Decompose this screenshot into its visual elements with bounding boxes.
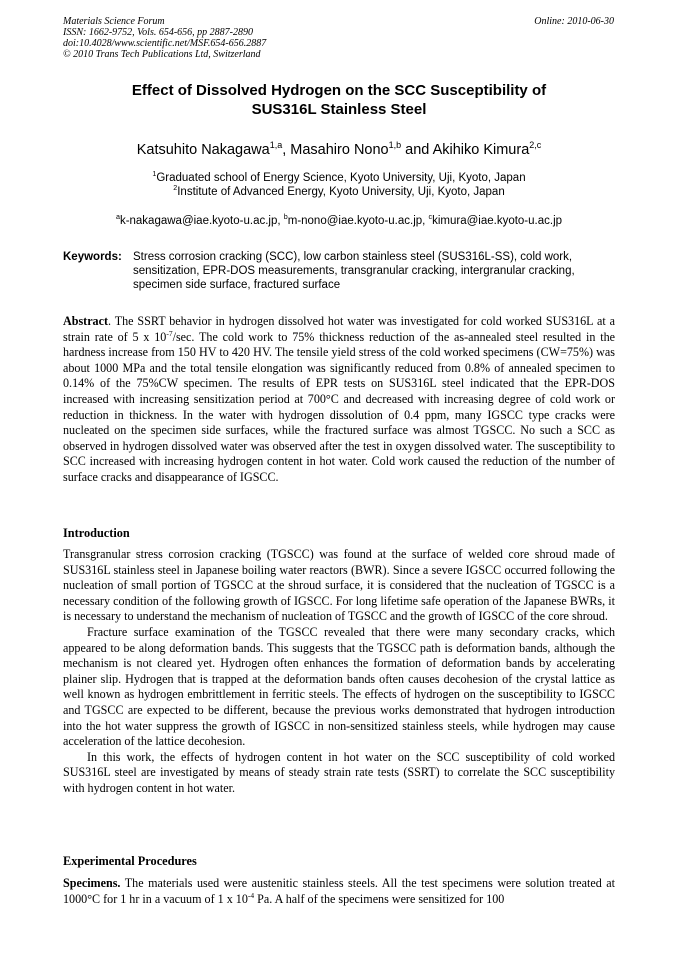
email-a: k-nakagawa@iae.kyoto-u.ac.jp,	[119, 215, 284, 227]
abstract-paragraph	[63, 314, 615, 486]
author-2-affil-mark: 1,b	[388, 140, 402, 151]
abstract	[63, 314, 615, 486]
title-line-1: Effect of Dissolved Hydrogen on the SCC Susceptibility of	[131, 82, 547, 99]
affiliation-2	[63, 185, 615, 199]
journal-name: Materials Science Forum	[63, 16, 165, 27]
email-c-mark: c	[428, 213, 433, 222]
keywords-section	[63, 250, 615, 292]
abstract-text-1: . The SSRT behavior in hydrogen dissolved hot water was investigated for cold worked SUS316L at a strain rate of 5 x 10	[63, 314, 615, 344]
issn-line: ISSN: 1662-9752, Vols. 654-656, pp 2887-2890	[63, 27, 253, 38]
paper-title	[63, 81, 615, 119]
affiliation-2-text: Institute of Advanced Energy, Kyoto University, Uji, Kyoto, Japan	[177, 186, 505, 198]
author-2: Masahiro Nono	[290, 142, 389, 158]
affiliation-1	[63, 171, 615, 185]
affiliation-2-mark: 2	[173, 184, 178, 193]
specimens-label: Specimens.	[63, 876, 121, 890]
doi-line: doi:10.4028/www.scientific.net/MSF.654-656.2887	[63, 38, 267, 49]
specimens-exponent: -4	[247, 890, 255, 900]
title-line-2: SUS316L Stainless Steel	[251, 101, 427, 118]
specimens-text-2: Pa. A half of the specimens were sensitized for 100	[254, 891, 505, 906]
specimens-paragraph	[63, 876, 615, 907]
author-3-affil-mark: 2,c	[529, 140, 542, 151]
email-b-mark: b	[283, 213, 288, 222]
author-1: Katsuhito Nakagawa	[136, 142, 270, 158]
copyright-line: © 2010 Trans Tech Publications Ltd, Switzerland	[63, 49, 261, 60]
abstract-label: Abstract	[63, 314, 109, 328]
affiliations	[63, 171, 615, 199]
keywords-text: Stress corrosion cracking (SCC), low carbon stainless steel (SUS316L-SS), cold work, sensitization, EPR-DOS measurements, transgranular cracking, intergranular cracking, specimen side surface, fractured surface	[133, 251, 575, 291]
experimental-body	[63, 876, 615, 907]
introduction-paragraph-1: Transgranular stress corrosion cracking (TGSCC) was found at the surface of welded core shroud made of SUS316L stainless steel in Japanese boiling water reactors (BWR). Since a severe IGSCC occurred following the nucleation of small portion of TGSCC at the shroud surface, it is considered that the nucleation of TGSCC is a necessary condition of the following growth of IGSCC. For long lifetime safe operation of the Japanese BWRs, it is necessary to understand the mechanism of nucleation of TGSCC and the growth of IGSCC of the core shroud.	[63, 547, 615, 624]
online-date: Online: 2010-06-30	[534, 16, 614, 27]
author-emails	[63, 215, 615, 227]
email-a-mark: a	[115, 213, 120, 222]
specimens-text-1: The materials used were austenitic stainless steels. All the test specimens were solution treated at 1000°C for 1 hr in a vacuum of 1 x 10	[63, 876, 615, 906]
author-separator: and	[401, 142, 433, 158]
introduction-heading: Introduction	[63, 526, 130, 540]
keywords-label: Keywords:	[63, 251, 122, 263]
introduction-body	[63, 547, 615, 797]
abstract-exponent: -7	[166, 328, 173, 338]
author-separator: ,	[282, 142, 291, 158]
introduction-paragraph-2: Fracture surface examination of the TGSCC revealed that there were many secondary cracks, which appeared to be along deformation bands. This suggests that the TGSCC path is deformation bands, although the mechanism is not cleared yet. Hydrogen often enhances the formation of deformation bands by accelerating plainer slip. Hydrogen that is trapped at the deformation bands often causes decohesion of the crystal lattice as well known as hydrogen embrittlement in ferritic steels. The effects of hydrogen on the susceptibility to IGSCC and TGSCC are expected to be different, because the previous works demonstrated that hydrogen introduction into the hot water suppress the growth of IGSCC in non-sensitized stainless steels, while hydrogen may cause acceleration of the lattice decohesion.	[63, 624, 615, 749]
introduction-paragraph-3: In this work, the effects of hydrogen content in hot water on the SCC susceptibility of cold worked SUS316L steel are investigated by means of steady strain rate tests (SSRT) to correlate the SCC susceptibility with hydrogen content in hot water.	[63, 749, 615, 795]
author-1-affil-mark: 1,a	[269, 140, 283, 151]
email-b: m-nono@iae.kyoto-u.ac.jp,	[287, 215, 429, 227]
experimental-heading: Experimental Procedures	[63, 854, 197, 868]
email-c: kimura@iae.kyoto-u.ac.jp	[432, 215, 563, 227]
abstract-text-2: /sec. The cold work to 75% thickness reduction of the as-annealed steel resulted in the hardness increase from 150 HV to 420 HV. The tensile yield stress of the cold worked specimens (CW=75%) was about 1000 MPa and the total tensile elongation was significantly reduced from 0.8% of annealed specimen to 0.14% of the 75%CW specimen. The results of EPR tests on SUS316L steel indicated that the EPR-DOS increased with increasing sensitization period at 700°C and decreased with increasing degree of cold work or reduction in thickness. In the water with hydrogen dissolution of 0.4 ppm, many IGSCC type cracks were nucleated on the specimen side surfaces, while the fractured surface was almost TGSCC. No such a SCC as observed in hydrogen dissolved water was observed after the test in oxygen dissolved water. The susceptibility to SCC increased with increasing hydrogen content in hot water. Cold work caused the reduction of the number of surface cracks and disappearance of IGSCC.	[63, 329, 615, 484]
affiliation-1-text: Graduated school of Energy Science, Kyoto University, Uji, Kyoto, Japan	[156, 172, 526, 184]
author-list	[63, 142, 615, 158]
journal-metadata	[63, 16, 266, 60]
author-3: Akihiko Kimura	[432, 142, 530, 158]
affiliation-1-mark: 1	[152, 170, 157, 179]
